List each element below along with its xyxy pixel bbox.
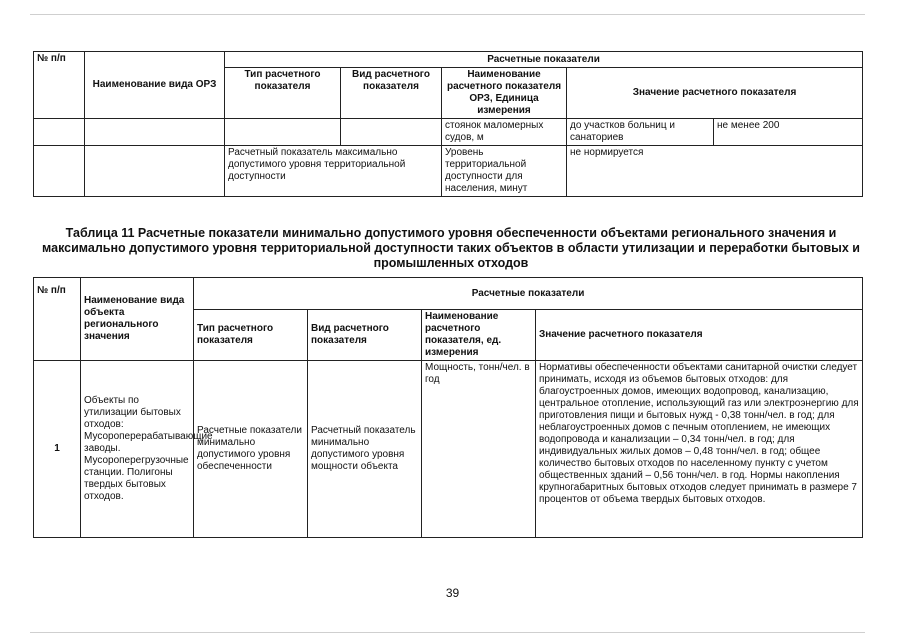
table-waste-facilities (33, 277, 863, 538)
table1-header-kind: Вид расчетного показателя (341, 68, 442, 119)
table-cell (341, 119, 442, 146)
table-cell (85, 119, 225, 146)
table1-header-type: Тип расчетного показателя (225, 68, 341, 119)
table1-row1-unit: стоянок маломерных судов, м (442, 119, 567, 146)
table2-row1-name: Объекты по утилизации бытовых отходов: Мусороперерабатывающие заводы. Мусороперегрузочные станции. Полигоны твердых бытовых отходов. (81, 361, 194, 538)
table1-header-unit: Наименование расчетного показателя ОРЗ, Единица измерения (442, 68, 567, 119)
table2-row1-kind: Расчетный показатель минимально допустимого уровня мощности объекта (308, 361, 422, 538)
table2-header-name: Наименование вида объекта регионального значения (81, 278, 194, 361)
table2-header-group: Расчетные показатели (194, 278, 863, 310)
table-cell (34, 146, 85, 197)
table1-row2-unit: Уровень территориальной доступности для населения, минут (442, 146, 567, 197)
table1-row1-value-a: до участков больниц и санаториев (567, 119, 714, 146)
table2-row1-value: Нормативы обеспеченности объектами санитарной очистки следует принимать, исходя из объемов бытовых отходов: для благоустроенных домов, имеющих водопровод, канализацию, центральное отопление, использующий газ или электроэнергию для приготовления пищи и бытовых нужд - 0,38 тонн/чел. в год; для неблагоустроенных домов с печным отоплением, не имеющих водопровода и канализации – 0,34 тонн/чел. в год; для индивидуальных жилых домов – 0,48 тонн/чел. в год; общее количество бытовых отходов по населенному пункту с учетом общественных зданий – 0,56 тонн/чел. в год. Нормы накопления крупногабаритных бытовых отходов следует принимать в размере 7 процентов от объема твердых бытовых отходов. (536, 361, 863, 538)
table1-row1-value-b: не менее 200 (714, 119, 863, 146)
table1-header-value: Значение расчетного показателя (567, 68, 863, 119)
scan-edge-top (30, 14, 865, 15)
table-caption: Таблица 11 Расчетные показатели минимально допустимого уровня обеспеченности объектами регионального значения и максимально допустимого уровня территориальной доступности таких объектов в области утилизации и переработки бытовых и промышленных отходов (42, 226, 860, 270)
table2-header-value: Значение расчетного показателя (536, 310, 863, 361)
table2-header-unit: Наименование расчетного показателя, ед. измерения (422, 310, 536, 361)
table-cell (225, 119, 341, 146)
scan-edge-bottom (30, 632, 865, 633)
table-cell (34, 119, 85, 146)
table1-header-name: Наименование вида ОРЗ (85, 52, 225, 119)
table2-header-kind: Вид расчетного показателя (308, 310, 422, 361)
table2-row1-num: 1 (34, 361, 81, 538)
table1-row2-value: не нормируется (567, 146, 863, 197)
table2-row1-unit: Мощность, тонн/чел. в год (422, 361, 536, 538)
table-cell (85, 146, 225, 197)
table1-header-group: Расчетные показатели (225, 52, 863, 68)
table1-header-num: № п/п (34, 52, 85, 119)
table2-header-type: Тип расчетного показателя (194, 310, 308, 361)
table2-row1-type: Расчетные показатели минимально допустимого уровня обеспеченности (194, 361, 308, 538)
table1-row2-type: Расчетный показатель максимально допустимого уровня территориальной доступности (225, 146, 442, 197)
table2-header-num: № п/п (34, 278, 81, 361)
page-number: 39 (445, 586, 460, 600)
table-settlement-indicators (33, 51, 863, 197)
